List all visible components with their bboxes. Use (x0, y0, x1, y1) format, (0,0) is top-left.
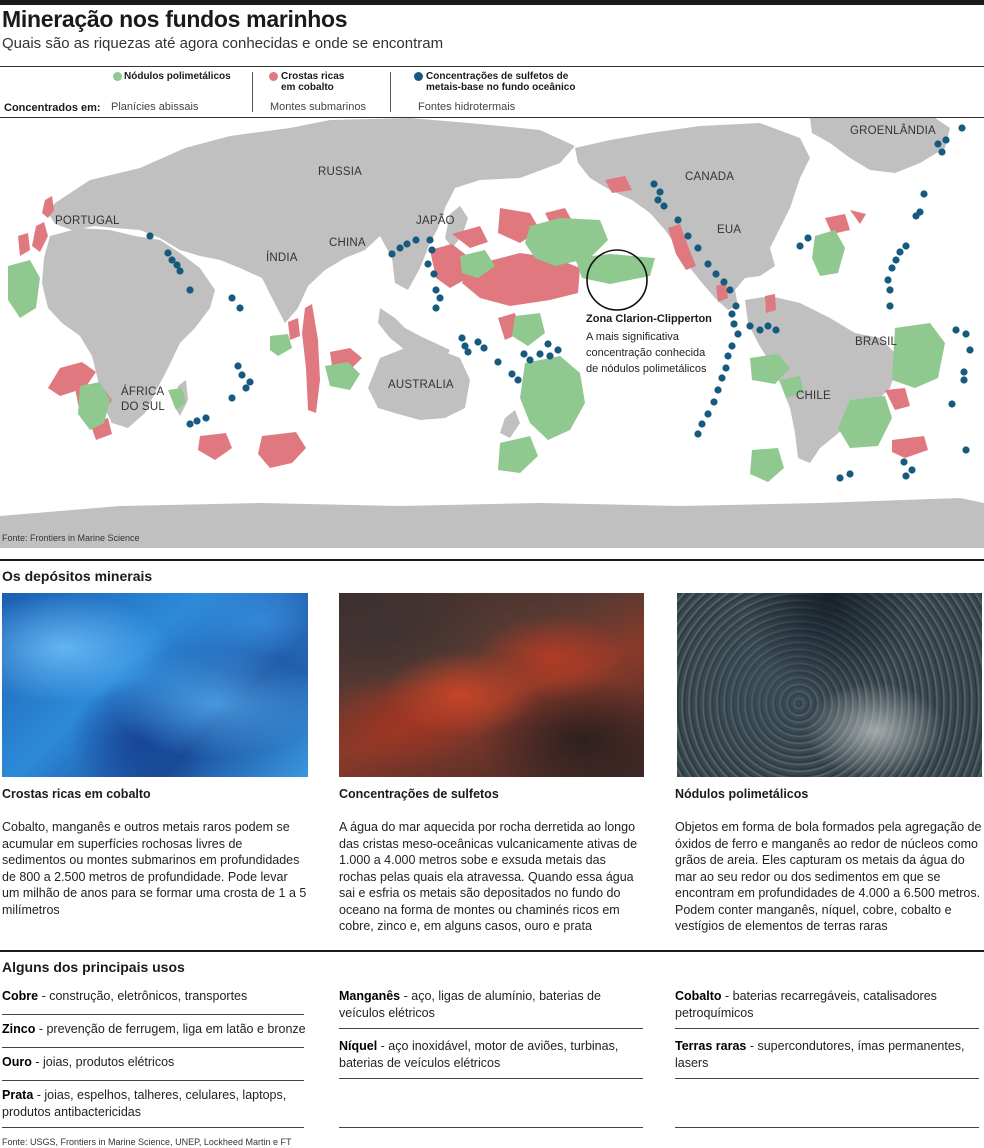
metal-name: Cobre (2, 989, 39, 1003)
sulfide-site (396, 244, 403, 251)
sulfide-site (698, 420, 705, 427)
legend-separator (390, 72, 391, 112)
metal-name: Prata (2, 1088, 34, 1102)
nodule-photo (677, 593, 982, 777)
cobalt-body: Cobalto, manganês e outros metais raros podem se acumular em superfícies rochosas livres de sedimentos ou montes submarinos em profundidades de 800 a 2.500 metros de profundidade. Pode levar um milhão de anos para se formar uma crosta de 1 a 5 milímetros (2, 820, 307, 917)
use-item (2, 1021, 312, 1038)
sulfide-site (902, 242, 909, 249)
sulfide-legend-label-1: Concentrações de sulfetos de (426, 71, 569, 82)
metal-name: Níquel (339, 1039, 378, 1053)
label-canada: CANADA (685, 171, 735, 183)
sulfide-site (712, 270, 719, 277)
nodule-area (325, 362, 360, 390)
sulfide-site (728, 342, 735, 349)
sulfide-site (962, 446, 969, 453)
deposits-section-title: Os depósitos minerais (2, 568, 153, 584)
sulfide-legend-label-2: metais-base no fundo oceânico (426, 82, 576, 93)
sulfide-site (710, 398, 717, 405)
sulfide-site (193, 417, 200, 424)
label-australia: AUSTRALIA (388, 379, 454, 391)
nodule-legend-swatch (113, 72, 122, 81)
sulfide-site (886, 302, 893, 309)
sulfide-site (912, 212, 919, 219)
ccz-description (586, 329, 726, 377)
sulfide-site (186, 420, 193, 427)
sulfide-site (424, 260, 431, 267)
metal-uses: - prevenção de ferrugem, liga em latão e bronze (35, 1022, 306, 1036)
sulfide-site (520, 350, 527, 357)
label-japan: JAPÃO (416, 215, 455, 227)
nodule-area (498, 436, 538, 473)
sulfide-site (514, 376, 521, 383)
sulfide-site (732, 302, 739, 309)
sulfide-site (962, 330, 969, 337)
nodule-legend-label: Nódulos polimetálicos (124, 71, 231, 82)
sulfide-site (892, 256, 899, 263)
ccz-desc-line: A mais significativa (586, 331, 679, 343)
sulfide-site (966, 346, 973, 353)
use-divider (2, 1080, 304, 1081)
nodule-area (892, 323, 945, 388)
sulfide-site (960, 376, 967, 383)
use-item (675, 1038, 965, 1071)
sulfide-site (436, 294, 443, 301)
sulfide-site (458, 334, 465, 341)
use-item (675, 988, 965, 1021)
sulfide-site (902, 472, 909, 479)
sulfide-site (836, 474, 843, 481)
section-rule-deposits (0, 559, 984, 561)
sulfide-site (796, 242, 803, 249)
use-item (339, 1038, 639, 1071)
sulfide-site (728, 310, 735, 317)
sulfide-site (704, 260, 711, 267)
metal-uses: - baterias recarregáveis, catalisadores petroquímicos (675, 989, 937, 1020)
sulfide-site (952, 326, 959, 333)
legend-top-rule (0, 66, 984, 67)
metal-uses: - aço, ligas de alumínio, baterias de veículos elétricos (339, 989, 601, 1020)
cobalt-area (258, 432, 306, 468)
sulfide-site (202, 414, 209, 421)
sulfide-site (942, 136, 949, 143)
sulfide-site (764, 322, 771, 329)
sulfide-site (242, 384, 249, 391)
sulfide-site (234, 362, 241, 369)
metal-name: Zinco (2, 1022, 36, 1036)
sulfide-title: Concentrações de sulfetos (339, 787, 499, 801)
cobalt-legend-label-1: Crostas ricas (281, 71, 345, 82)
label-south-africa-2: DO SUL (121, 401, 166, 413)
sulfide-site (694, 244, 701, 251)
sulfide-site (546, 352, 553, 359)
legend-separator (252, 72, 253, 112)
new-zealand (500, 410, 520, 438)
cobalt-area (18, 233, 30, 256)
sulfide-site (756, 326, 763, 333)
sulfide-site (238, 371, 245, 378)
cobalt-title: Crostas ricas em cobalto (2, 787, 151, 801)
sulfide-site (146, 232, 153, 239)
sulfide-site (958, 124, 965, 131)
sulfide-site (730, 320, 737, 327)
sulfide-site (186, 286, 193, 293)
sulfide-site (656, 188, 663, 195)
sulfide-site (938, 148, 945, 155)
label-greenland: GROENLÂNDIA (850, 125, 936, 137)
cobalt-legend-where: Montes submarinos (270, 101, 366, 113)
sulfide-site (684, 232, 691, 239)
label-brazil: BRASIL (855, 336, 898, 348)
sulfide-site (948, 400, 955, 407)
use-item (2, 1087, 312, 1120)
ccz-desc-line: de nódulos polimetálicos (586, 363, 707, 375)
nodule-legend-where: Planícies abissais (111, 101, 199, 113)
use-divider (339, 1078, 643, 1079)
sulfide-site (536, 350, 543, 357)
metal-uses: - aço inoxidável, motor de aviões, turbinas, baterias de veículos elétricos (339, 1039, 619, 1070)
ccz-title: Zona Clarion-Clipperton (586, 313, 712, 325)
nodule-area (520, 356, 585, 440)
sulfide-site (403, 240, 410, 247)
label-india: ÍNDIA (266, 252, 298, 264)
metal-uses: - supercondutores, ímas permanentes, lasers (675, 1039, 965, 1070)
sulfide-site (430, 270, 437, 277)
sulfide-site (654, 196, 661, 203)
section-rule-uses (0, 950, 984, 952)
map-svg (0, 118, 984, 548)
sulfide-site (704, 410, 711, 417)
antarctica-landmass (0, 498, 984, 548)
land-masses (0, 118, 984, 548)
use-divider (339, 1127, 643, 1128)
sulfide-site (544, 340, 551, 347)
use-divider (675, 1078, 979, 1079)
sulfide-site (908, 466, 915, 473)
cobalt-area (302, 304, 320, 413)
sulfide-site (886, 286, 893, 293)
nodule-title: Nódulos polimetálicos (675, 787, 809, 801)
sulfide-site (412, 236, 419, 243)
use-item (2, 988, 312, 1005)
sulfide-site (660, 202, 667, 209)
top-bar (0, 0, 984, 5)
use-item (339, 988, 639, 1021)
label-russia: RUSSIA (318, 166, 363, 178)
metal-name: Ouro (2, 1055, 32, 1069)
map-source: Fonte: Frontiers in Marine Science (2, 533, 140, 543)
cobalt-area (885, 388, 910, 410)
label-chile: CHILE (796, 390, 831, 402)
nodule-body: Objetos em forma de bola formados pela agregação de óxidos de ferro e manganês ao redor de núcleos como grãos de areia. Eles capturam os metais da água do mar ao seu redor ou dos sedimentos em que se encontram em profundidades de 4.000 a 6.500 metros. Podem conter manganês, níquel, cobre, cobalto e vestígios de elementos de terras raras (675, 820, 982, 933)
sulfide-site (804, 234, 811, 241)
cobalt-crust-photo (2, 593, 308, 777)
sulfide-site (900, 458, 907, 465)
cobalt-legend-label-2: em cobalto (281, 82, 334, 93)
africa-landmass (42, 228, 215, 428)
sulfide-site (228, 394, 235, 401)
metal-name: Manganês (339, 989, 401, 1003)
sulfide-site (432, 286, 439, 293)
world-map (0, 118, 984, 548)
uses-section-title: Alguns dos principais usos (2, 959, 185, 975)
sulfide-site (228, 294, 235, 301)
use-divider (339, 1028, 643, 1029)
sulfide-site (896, 248, 903, 255)
nodule-area (270, 334, 292, 356)
sulfide-site (176, 267, 183, 274)
metal-uses: - joias, produtos elétricos (31, 1055, 175, 1069)
sulfide-site (508, 370, 515, 377)
label-china: CHINA (329, 237, 366, 249)
sulfide-site (694, 430, 701, 437)
page-title: Mineração nos fundos marinhos (2, 6, 348, 32)
sulfide-site (888, 264, 895, 271)
cobalt-area (892, 436, 928, 458)
concentrated-label: Concentrados em: (4, 102, 101, 114)
label-usa: EUA (717, 224, 742, 236)
sulfide-photo (339, 593, 644, 777)
sulfide-site (480, 344, 487, 351)
sulfide-site (164, 249, 171, 256)
use-divider (675, 1028, 979, 1029)
sulfide-site (388, 250, 395, 257)
cobalt-area (765, 294, 776, 313)
sulfide-site (674, 216, 681, 223)
cobalt-area (32, 222, 48, 252)
sulfide-site (846, 470, 853, 477)
sulfide-site (236, 304, 243, 311)
sulfide-site (246, 378, 253, 385)
use-divider (675, 1127, 979, 1128)
sulfide-site (474, 338, 481, 345)
metal-uses: - joias, espelhos, talheres, celulares, laptops, produtos antibactericidas (2, 1088, 287, 1119)
sulfide-legend-swatch (414, 72, 423, 81)
sulfide-site (960, 368, 967, 375)
sulfide-body: A água do mar aquecida por rocha derretida ao longo das cristas meso-oceânicas vulcanicamente ativas de 1.000 a 4.000 metros sobe e exsuda metais das rochas pelas quais ela atravessa. Quando essa água sai e esfria os metais são depositados no fundo do oceano na forma de montes ou chaminés ricos em cobre, zinco e, em alguns casos, ouro e prata (339, 820, 638, 933)
nodule-area (812, 230, 845, 276)
sulfide-site (428, 246, 435, 253)
ccz-desc-line: concentração conhecida (586, 347, 706, 359)
use-divider (2, 1014, 304, 1015)
sulfide-site (726, 286, 733, 293)
sulfide-site (464, 348, 471, 355)
cobalt-legend-swatch (269, 72, 278, 81)
nodule-area (512, 313, 545, 346)
sulfide-site (714, 386, 721, 393)
cobalt-area (288, 318, 300, 340)
nodule-area (750, 448, 784, 482)
use-divider (2, 1047, 304, 1048)
sulfide-site (720, 278, 727, 285)
sulfide-site (650, 180, 657, 187)
sulfide-site (772, 326, 779, 333)
sulfide-site (884, 276, 891, 283)
sulfide-site (920, 190, 927, 197)
use-item (2, 1054, 312, 1071)
sulfide-site (934, 140, 941, 147)
sulfide-site (554, 346, 561, 353)
page-subtitle: Quais são as riquezas até agora conhecidas e onde se encontram (2, 35, 444, 52)
label-portugal: PORTUGAL (55, 215, 120, 227)
label-south-africa-1: ÁFRICA (121, 386, 165, 398)
sulfide-site (494, 358, 501, 365)
sulfide-legend-where: Fontes hidrotermais (418, 101, 516, 113)
metal-uses: - construção, eletrônicos, transportes (38, 989, 248, 1003)
sulfide-site (426, 236, 433, 243)
sulfide-site (526, 356, 533, 363)
footer-source: Fonte: USGS, Frontiers in Marine Science, UNEP, Lockheed Martin e FT (2, 1137, 292, 1147)
sulfide-site (746, 322, 753, 329)
sulfide-site (734, 330, 741, 337)
metal-name: Terras raras (675, 1039, 747, 1053)
nodule-area (8, 260, 40, 318)
use-divider (2, 1127, 304, 1128)
metal-name: Cobalto (675, 989, 722, 1003)
sulfide-site (432, 304, 439, 311)
cobalt-area (825, 214, 850, 234)
cobalt-area (850, 210, 866, 224)
